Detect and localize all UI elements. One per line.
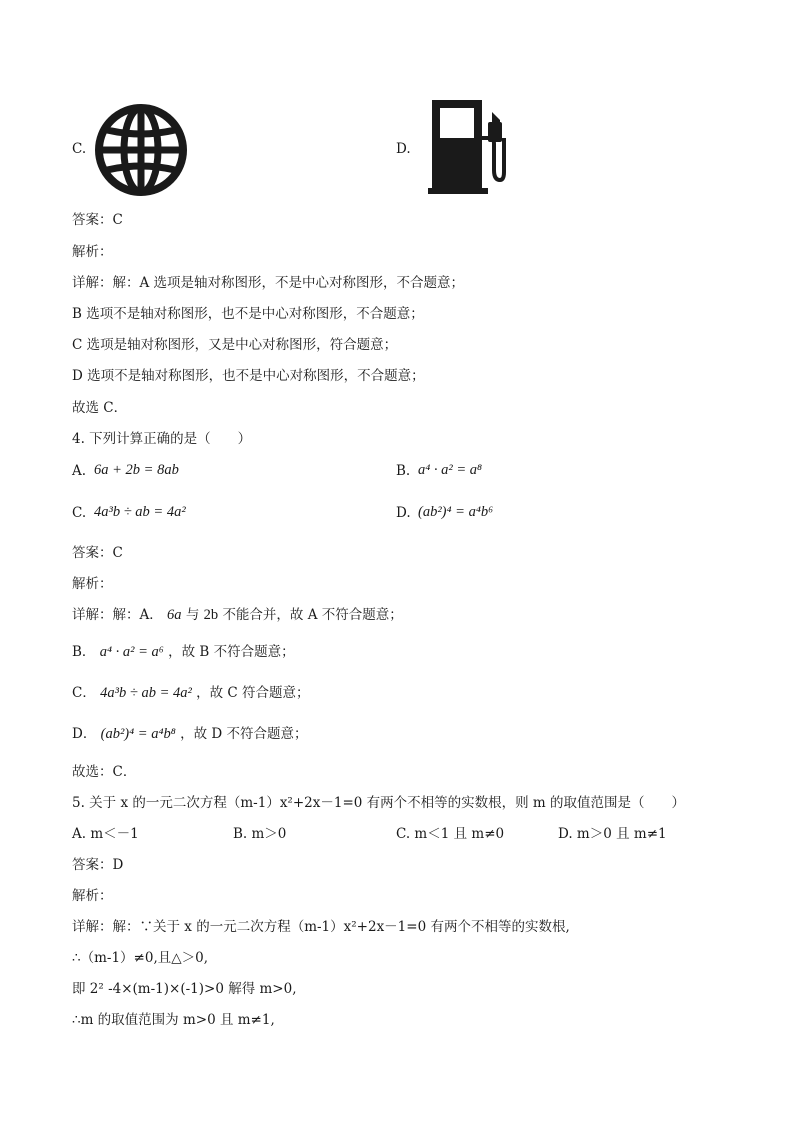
q4-answer: 答案：C [72, 545, 123, 561]
q5-option-c: C. m＜1 且 m≠0 [396, 826, 505, 842]
q4-detail-b [72, 640, 295, 661]
q4-detail-d [72, 722, 308, 743]
q4-detail-c-prefix: C． [72, 685, 96, 701]
q4-stem: 4. 下列计算正确的是（ ） [72, 431, 252, 447]
q4-option-c-expr: 4a³b ÷ ab = 4a² [94, 504, 186, 520]
q5-detail-4: ∴m 的取值范围为 m>0 且 m≠1, [72, 1012, 275, 1028]
q4-detail-b-expr: a⁴ · a² = a⁶ [99, 644, 164, 660]
q5-option-b: B. m＞0 [233, 826, 287, 842]
q4-option-c-label: C. [72, 505, 87, 521]
q4-detail-d-prefix: D． [72, 726, 97, 742]
q4-detail-a-term1: 6a [167, 607, 182, 623]
q3-analysis-label: 解析： [72, 244, 113, 260]
q4-option-d-label: D. [396, 505, 411, 521]
q4-detail-c-suffix: ，故 C 符合题意； [196, 685, 310, 701]
q4-detail-a-prefix: 详解：解：A． [72, 607, 163, 623]
q4-option-b-label: B. [396, 463, 411, 479]
q5-detail-3: 即 2² -4×(m-1)×(-1)>0 解得 m>0, [72, 981, 297, 997]
q4-detail-b-prefix: B． [72, 644, 96, 660]
q4-option-a-label: A. [72, 463, 87, 479]
q3-detail-d: D 选项不是轴对称图形，也不是中心对称图形，不合题意； [72, 368, 425, 384]
q3-conclusion: 故选 C． [72, 400, 128, 416]
q3-detail-a: 详解：解：A 选项是轴对称图形，不是中心对称图形，不合题意； [72, 275, 465, 291]
q4-detail-a-term2: 2b [203, 607, 219, 623]
q3-detail-b: B 选项不是轴对称图形，也不是中心对称图形，不合题意； [72, 306, 424, 322]
q4-detail-c [72, 681, 310, 702]
q4-detail-a [72, 603, 403, 624]
q4-detail-a-mid: 与 [185, 607, 200, 623]
q5-stem: 5. 关于 x 的一元二次方程（m-1）x²+2x－1=0 有两个不相等的实数根，则 m 的取值范围是（ ） [72, 795, 686, 811]
q4-detail-a-suffix: 不能合并，故 A 不符合题意； [222, 607, 403, 623]
q4-option-a-expr: 6a + 2b = 8ab [94, 462, 179, 478]
q4-detail-b-suffix: ，故 B 不符合题意； [168, 644, 295, 660]
q4-conclusion: 故选：C． [72, 764, 137, 780]
option-c-label: C. [72, 141, 87, 157]
q4-analysis-label: 解析： [72, 576, 113, 592]
q4-option-d-expr: (ab²)⁴ = a⁴b⁶ [418, 504, 494, 520]
q5-analysis-label: 解析： [72, 888, 113, 904]
q5-detail-1: 详解：解：∵关于 x 的一元二次方程（m-1）x²+2x－1=0 有两个不相等的实数根, [72, 919, 570, 935]
q3-answer: 答案：C [72, 212, 123, 228]
q3-detail-c: C 选项是轴对称图形，又是中心对称图形，符合题意； [72, 337, 398, 353]
option-d-label: D. [396, 141, 411, 157]
q4-detail-d-suffix: ，故 D 不符合题意； [180, 726, 308, 742]
q4-detail-d-expr: (ab²)⁴ = a⁴b⁸ [100, 726, 176, 742]
globe-icon [95, 104, 187, 196]
q5-option-d: D. m＞0 且 m≠1 [558, 826, 667, 842]
q4-option-b-expr: a⁴ · a² = a⁸ [418, 462, 483, 478]
q5-answer: 答案：D [72, 857, 124, 873]
q4-detail-c-expr: 4a³b ÷ ab = 4a² [100, 685, 192, 701]
fuel-pump-icon [428, 100, 508, 194]
q5-option-a: A. m＜－1 [72, 826, 139, 842]
q5-detail-2: ∴（m-1）≠0,且△＞0, [72, 950, 208, 966]
